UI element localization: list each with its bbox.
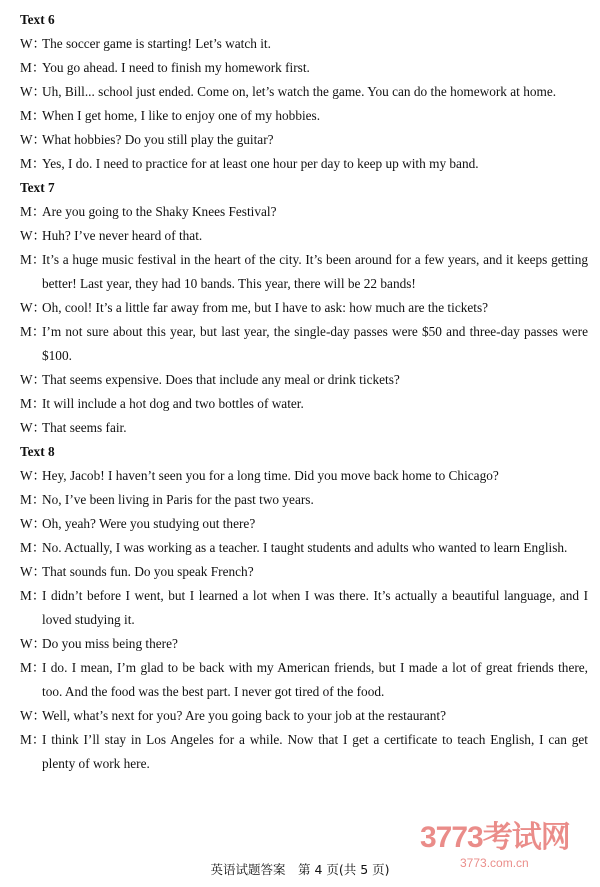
section-text-6	[0, 8, 600, 176]
dialogue-text: No, I’ve been living in Paris for the past two years.	[42, 492, 314, 507]
speaker-label: W：	[20, 228, 46, 243]
dialogue-text: Well, what’s next for you? Are you going back to your job at the restaurant?	[42, 708, 447, 723]
section-title: Text 8	[20, 444, 55, 459]
speaker-label: M：	[20, 156, 46, 171]
dialogue-text: It’s a huge music festival in the heart of the city. It’s been around for a few years, and it keeps getting better! Last year, they had 10 bands. This year, there will be 22 bands!	[42, 252, 588, 291]
speaker-label: W：	[20, 468, 46, 483]
dialogue-text: You go ahead. I need to finish my homework first.	[42, 60, 310, 75]
dialogue-line	[0, 368, 600, 392]
page-footer: 英语试题答案 第 4 页(共 5 页)	[210, 862, 390, 877]
dialogue-text: That seems fair.	[42, 420, 127, 435]
speaker-label: M：	[20, 588, 46, 603]
dialogue-text: That sounds fun. Do you speak French?	[42, 564, 254, 579]
section-title: Text 7	[20, 180, 55, 195]
dialogue-line	[0, 536, 600, 560]
section-text-7	[0, 176, 600, 440]
speaker-label: M：	[20, 492, 46, 507]
speaker-label: M：	[20, 540, 46, 555]
dialogue-line	[0, 584, 600, 632]
dialogue-text: No. Actually, I was working as a teacher. I taught students and adults who wanted to learn English.	[42, 540, 568, 555]
speaker-label: W：	[20, 420, 46, 435]
dialogue-text: Oh, cool! It’s a little far away from me, but I have to ask: how much are the tickets?	[42, 300, 489, 315]
dialogue-line	[0, 632, 600, 656]
speaker-label: W：	[20, 708, 46, 723]
document-body	[0, 8, 600, 776]
dialogue-line	[0, 392, 600, 416]
speaker-label: M：	[20, 204, 46, 219]
dialogue-text: The soccer game is starting! Let’s watch it.	[42, 36, 271, 51]
dialogue-text: What hobbies? Do you still play the guitar?	[42, 132, 274, 147]
dialogue-text: Hey, Jacob! I haven’t seen you for a long time. Did you move back home to Chicago?	[42, 468, 499, 483]
dialogue-line	[0, 152, 600, 176]
dialogue-line	[0, 704, 600, 728]
dialogue-text: Huh? I’ve never heard of that.	[42, 228, 203, 243]
speaker-label: M：	[20, 396, 46, 411]
dialogue-line	[0, 296, 600, 320]
speaker-label: W：	[20, 300, 46, 315]
speaker-label: M：	[20, 660, 46, 675]
dialogue-line	[0, 728, 600, 776]
dialogue-line	[0, 104, 600, 128]
dialogue-text: That seems expensive. Does that include any meal or drink tickets?	[42, 372, 400, 387]
speaker-label: W：	[20, 636, 46, 651]
watermark-url: 3773.com.cn	[460, 856, 529, 870]
dialogue-text: It will include a hot dog and two bottles of water.	[42, 396, 304, 411]
dialogue-text: I’m not sure about this year, but last year, the single-day passes were $50 and three-day passes were $100.	[42, 324, 588, 363]
dialogue-line	[0, 32, 600, 56]
dialogue-line	[0, 464, 600, 488]
section-title: Text 6	[20, 12, 55, 27]
speaker-label: W：	[20, 132, 46, 147]
dialogue-text: I think I’ll stay in Los Angeles for a while. Now that I get a certificate to teach English, I can get plenty of work here.	[42, 732, 588, 771]
dialogue-line	[0, 488, 600, 512]
dialogue-line	[0, 560, 600, 584]
dialogue-line	[0, 200, 600, 224]
dialogue-text: I didn’t before I went, but I learned a lot when I was there. It’s actually a beautiful language, and I loved studying it.	[42, 588, 588, 627]
speaker-label: W：	[20, 84, 46, 99]
speaker-label: W：	[20, 372, 46, 387]
dialogue-line	[0, 56, 600, 80]
dialogue-text: When I get home, I like to enjoy one of my hobbies.	[42, 108, 321, 123]
speaker-label: M：	[20, 108, 46, 123]
dialogue-text: Do you miss being there?	[42, 636, 178, 651]
dialogue-text: Oh, yeah? Were you studying out there?	[42, 516, 256, 531]
dialogue-line	[0, 224, 600, 248]
dialogue-text: Yes, I do. I need to practice for at least one hour per day to keep up with my band.	[42, 156, 479, 171]
dialogue-line	[0, 320, 600, 368]
dialogue-line	[0, 656, 600, 704]
dialogue-text: I do. I mean, I’m glad to be back with my American friends, but I made a lot of great friends there, too. And the food was the best part. I never got tired of the food.	[42, 660, 588, 699]
dialogue-line	[0, 128, 600, 152]
section-text-8	[0, 440, 600, 776]
speaker-label: W：	[20, 36, 46, 51]
dialogue-line	[0, 80, 600, 104]
speaker-label: W：	[20, 516, 46, 531]
dialogue-text: Are you going to the Shaky Knees Festival?	[42, 204, 277, 219]
speaker-label: M：	[20, 252, 46, 267]
dialogue-line	[0, 248, 600, 296]
speaker-label: M：	[20, 60, 46, 75]
dialogue-line	[0, 416, 600, 440]
dialogue-text: Uh, Bill... school just ended. Come on, let’s watch the game. You can do the homework at home.	[42, 84, 557, 99]
speaker-label: M：	[20, 732, 46, 747]
speaker-label: W：	[20, 564, 46, 579]
watermark-brand: 3773考试网	[420, 821, 570, 854]
dialogue-line	[0, 512, 600, 536]
speaker-label: M：	[20, 324, 46, 339]
